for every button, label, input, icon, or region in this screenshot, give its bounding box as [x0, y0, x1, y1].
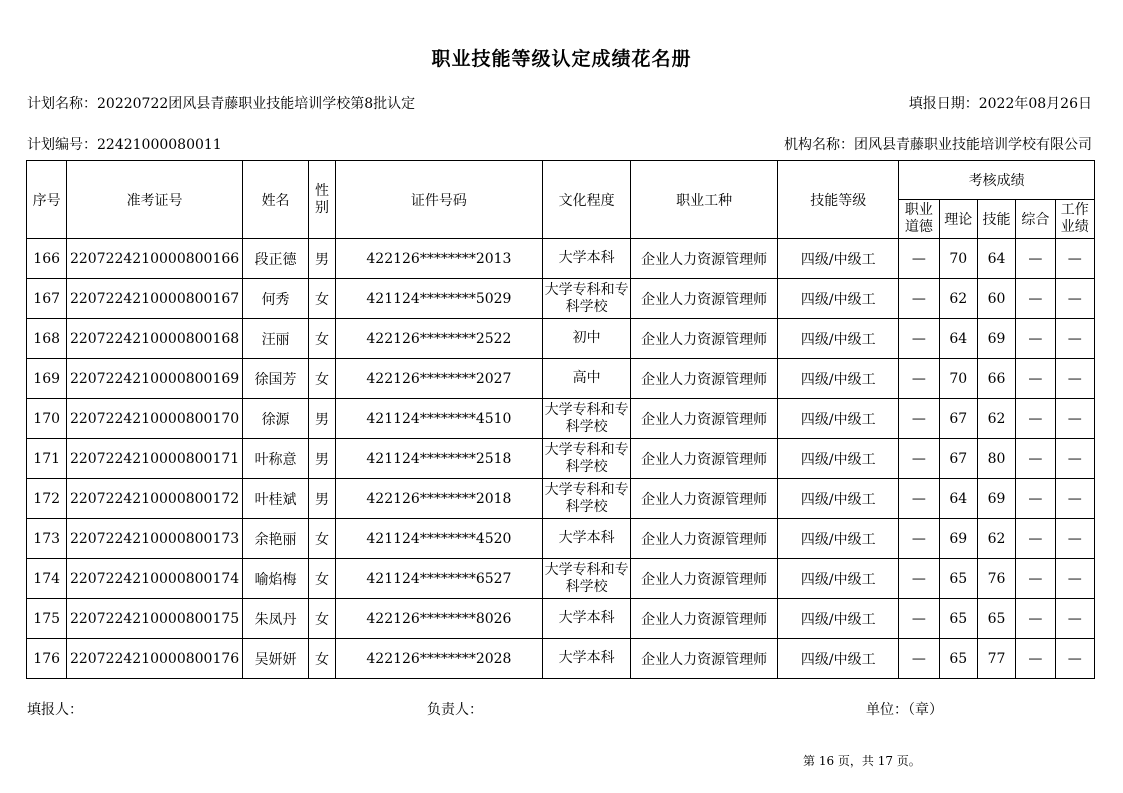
cell-ethics: — [899, 599, 939, 639]
responsible-label: 负责人： [427, 702, 483, 718]
cell-ethics: — [899, 519, 939, 559]
cell-occupation: 企业人力资源管理师 [631, 399, 778, 439]
cell-id-no: 421124********4520 [335, 519, 543, 559]
cell-work-performance: — [1055, 359, 1094, 399]
cell-occupation: 企业人力资源管理师 [631, 239, 778, 279]
header-scores-group: 考核成绩 [899, 161, 1095, 200]
cell-occupation: 企业人力资源管理师 [631, 559, 778, 599]
header-skill: 技能 [977, 200, 1015, 239]
cell-seq: 167 [27, 279, 67, 319]
cell-theory: 65 [939, 559, 977, 599]
cell-ethics: — [899, 559, 939, 599]
cell-id-no: 422126********2013 [335, 239, 543, 279]
cell-theory: 70 [939, 239, 977, 279]
cell-occupation: 企业人力资源管理师 [631, 599, 778, 639]
cell-comprehensive: — [1016, 479, 1055, 519]
cell-skill-level: 四级/中级工 [778, 319, 899, 359]
cell-gender: 男 [309, 439, 335, 479]
table-row [27, 319, 1095, 359]
cell-skill-level: 四级/中级工 [778, 559, 899, 599]
cell-skill-level: 四级/中级工 [778, 639, 899, 679]
cell-exam-no: 2207224210000800174 [67, 559, 242, 599]
cell-education: 大学专科和专科学校 [543, 559, 631, 599]
cell-name: 徐源 [242, 399, 309, 439]
cell-theory: 70 [939, 359, 977, 399]
cell-theory: 62 [939, 279, 977, 319]
cell-skill: 69 [977, 479, 1015, 519]
cell-skill: 62 [977, 399, 1015, 439]
header-skill-level: 技能等级 [778, 161, 899, 239]
cell-comprehensive: — [1016, 279, 1055, 319]
header-comprehensive: 综合 [1016, 200, 1055, 239]
header-gender: 性别 [309, 161, 335, 239]
cell-seq: 171 [27, 439, 67, 479]
header-occupation: 职业工种 [631, 161, 778, 239]
cell-education: 大学本科 [543, 239, 631, 279]
score-roster-table [26, 160, 1095, 679]
cell-comprehensive: — [1016, 439, 1055, 479]
cell-comprehensive: — [1016, 519, 1055, 559]
cell-education: 大学专科和专科学校 [543, 399, 631, 439]
cell-work-performance: — [1055, 319, 1094, 359]
cell-seq: 169 [27, 359, 67, 399]
cell-work-performance: — [1055, 639, 1094, 679]
header-id-no: 证件号码 [335, 161, 543, 239]
cell-exam-no: 2207224210000800173 [67, 519, 242, 559]
cell-id-no: 422126********2027 [335, 359, 543, 399]
cell-education: 大学本科 [543, 599, 631, 639]
filler-label: 填报人： [27, 702, 83, 718]
cell-skill-level: 四级/中级工 [778, 279, 899, 319]
cell-skill-level: 四级/中级工 [778, 399, 899, 439]
cell-gender: 女 [309, 639, 335, 679]
cell-work-performance: — [1055, 559, 1094, 599]
cell-education: 大学本科 [543, 519, 631, 559]
cell-ethics: — [899, 319, 939, 359]
cell-comprehensive: — [1016, 319, 1055, 359]
cell-id-no: 422126********2028 [335, 639, 543, 679]
cell-seq: 168 [27, 319, 67, 359]
cell-skill: 60 [977, 279, 1015, 319]
cell-name: 汪丽 [242, 319, 309, 359]
cell-seq: 175 [27, 599, 67, 639]
plan-number: 计划编号：22421000080011 [27, 137, 222, 153]
cell-ethics: — [899, 279, 939, 319]
cell-exam-no: 2207224210000800176 [67, 639, 242, 679]
cell-name: 余艳丽 [242, 519, 309, 559]
cell-comprehensive: — [1016, 359, 1055, 399]
cell-occupation: 企业人力资源管理师 [631, 319, 778, 359]
table-row [27, 639, 1095, 679]
cell-comprehensive: — [1016, 559, 1055, 599]
cell-skill: 65 [977, 599, 1015, 639]
cell-skill-level: 四级/中级工 [778, 359, 899, 399]
cell-seq: 166 [27, 239, 67, 279]
cell-theory: 69 [939, 519, 977, 559]
cell-exam-no: 2207224210000800166 [67, 239, 242, 279]
cell-theory: 67 [939, 399, 977, 439]
cell-skill-level: 四级/中级工 [778, 439, 899, 479]
cell-education: 高中 [543, 359, 631, 399]
cell-gender: 女 [309, 319, 335, 359]
cell-id-no: 422126********2522 [335, 319, 543, 359]
document-title: 职业技能等级认定成绩花名册 [431, 48, 692, 70]
unit-seal-label: 单位：（章） [866, 702, 943, 718]
header-exam-no: 准考证号 [67, 161, 242, 239]
cell-gender: 女 [309, 359, 335, 399]
header-theory: 理论 [939, 200, 977, 239]
table-row [27, 239, 1095, 279]
cell-comprehensive: — [1016, 239, 1055, 279]
cell-comprehensive: — [1016, 399, 1055, 439]
table-row [27, 559, 1095, 599]
cell-seq: 174 [27, 559, 67, 599]
cell-exam-no: 2207224210000800171 [67, 439, 242, 479]
cell-occupation: 企业人力资源管理师 [631, 479, 778, 519]
cell-skill: 76 [977, 559, 1015, 599]
cell-gender: 男 [309, 399, 335, 439]
table-row [27, 359, 1095, 399]
cell-gender: 女 [309, 279, 335, 319]
cell-work-performance: — [1055, 279, 1094, 319]
cell-ethics: — [899, 439, 939, 479]
cell-comprehensive: — [1016, 599, 1055, 639]
organization-name: 机构名称：团风县青藤职业技能培训学校有限公司 [784, 137, 1092, 153]
cell-theory: 64 [939, 319, 977, 359]
cell-occupation: 企业人力资源管理师 [631, 359, 778, 399]
cell-name: 何秀 [242, 279, 309, 319]
cell-seq: 176 [27, 639, 67, 679]
cell-exam-no: 2207224210000800175 [67, 599, 242, 639]
table-row [27, 279, 1095, 319]
cell-ethics: — [899, 359, 939, 399]
cell-name: 段正德 [242, 239, 309, 279]
cell-seq: 173 [27, 519, 67, 559]
table-row [27, 479, 1095, 519]
roster-body [27, 239, 1095, 679]
cell-occupation: 企业人力资源管理师 [631, 519, 778, 559]
table-row [27, 599, 1095, 639]
cell-gender: 男 [309, 479, 335, 519]
cell-name: 叶桂斌 [242, 479, 309, 519]
cell-skill-level: 四级/中级工 [778, 599, 899, 639]
cell-id-no: 421124********6527 [335, 559, 543, 599]
cell-occupation: 企业人力资源管理师 [631, 639, 778, 679]
fill-date: 填报日期：2022年08月26日 [908, 96, 1092, 112]
cell-work-performance: — [1055, 439, 1094, 479]
cell-ethics: — [899, 239, 939, 279]
cell-exam-no: 2207224210000800170 [67, 399, 242, 439]
cell-gender: 女 [309, 559, 335, 599]
page-indicator: 第 16 页，共 17 页。 [803, 754, 921, 768]
cell-id-no: 422126********8026 [335, 599, 543, 639]
cell-theory: 64 [939, 479, 977, 519]
cell-id-no: 421124********5029 [335, 279, 543, 319]
header-ethics: 职业道德 [899, 200, 939, 239]
cell-occupation: 企业人力资源管理师 [631, 439, 778, 479]
cell-skill: 64 [977, 239, 1015, 279]
cell-name: 喻焰梅 [242, 559, 309, 599]
table-row [27, 439, 1095, 479]
table-row [27, 399, 1095, 439]
cell-seq: 172 [27, 479, 67, 519]
cell-education: 大学专科和专科学校 [543, 279, 631, 319]
cell-skill: 62 [977, 519, 1015, 559]
cell-ethics: — [899, 399, 939, 439]
cell-exam-no: 2207224210000800172 [67, 479, 242, 519]
cell-work-performance: — [1055, 599, 1094, 639]
cell-gender: 女 [309, 519, 335, 559]
cell-id-no: 421124********2518 [335, 439, 543, 479]
cell-theory: 65 [939, 639, 977, 679]
cell-skill: 77 [977, 639, 1015, 679]
header-seq: 序号 [27, 161, 67, 239]
cell-id-no: 422126********2018 [335, 479, 543, 519]
header-work-performance: 工作业绩 [1055, 200, 1094, 239]
cell-skill: 66 [977, 359, 1015, 399]
cell-comprehensive: — [1016, 639, 1055, 679]
plan-name: 计划名称：20220722团风县青藤职业技能培训学校第8批认定 [27, 96, 416, 112]
cell-skill-level: 四级/中级工 [778, 479, 899, 519]
cell-education: 大学专科和专科学校 [543, 479, 631, 519]
cell-ethics: — [899, 479, 939, 519]
cell-skill: 69 [977, 319, 1015, 359]
cell-name: 朱凤丹 [242, 599, 309, 639]
cell-name: 徐国芳 [242, 359, 309, 399]
cell-skill-level: 四级/中级工 [778, 239, 899, 279]
cell-ethics: — [899, 639, 939, 679]
cell-education: 大学专科和专科学校 [543, 439, 631, 479]
cell-education: 大学本科 [543, 639, 631, 679]
cell-exam-no: 2207224210000800168 [67, 319, 242, 359]
cell-name: 吴妍妍 [242, 639, 309, 679]
cell-theory: 65 [939, 599, 977, 639]
cell-education: 初中 [543, 319, 631, 359]
cell-skill-level: 四级/中级工 [778, 519, 899, 559]
cell-gender: 女 [309, 599, 335, 639]
cell-work-performance: — [1055, 399, 1094, 439]
cell-work-performance: — [1055, 479, 1094, 519]
cell-gender: 男 [309, 239, 335, 279]
cell-exam-no: 2207224210000800167 [67, 279, 242, 319]
table-row [27, 519, 1095, 559]
cell-work-performance: — [1055, 239, 1094, 279]
header-name: 姓名 [242, 161, 309, 239]
cell-id-no: 421124********4510 [335, 399, 543, 439]
cell-seq: 170 [27, 399, 67, 439]
header-education: 文化程度 [543, 161, 631, 239]
cell-exam-no: 2207224210000800169 [67, 359, 242, 399]
cell-occupation: 企业人力资源管理师 [631, 279, 778, 319]
cell-name: 叶称意 [242, 439, 309, 479]
cell-skill: 80 [977, 439, 1015, 479]
cell-work-performance: — [1055, 519, 1094, 559]
cell-theory: 67 [939, 439, 977, 479]
